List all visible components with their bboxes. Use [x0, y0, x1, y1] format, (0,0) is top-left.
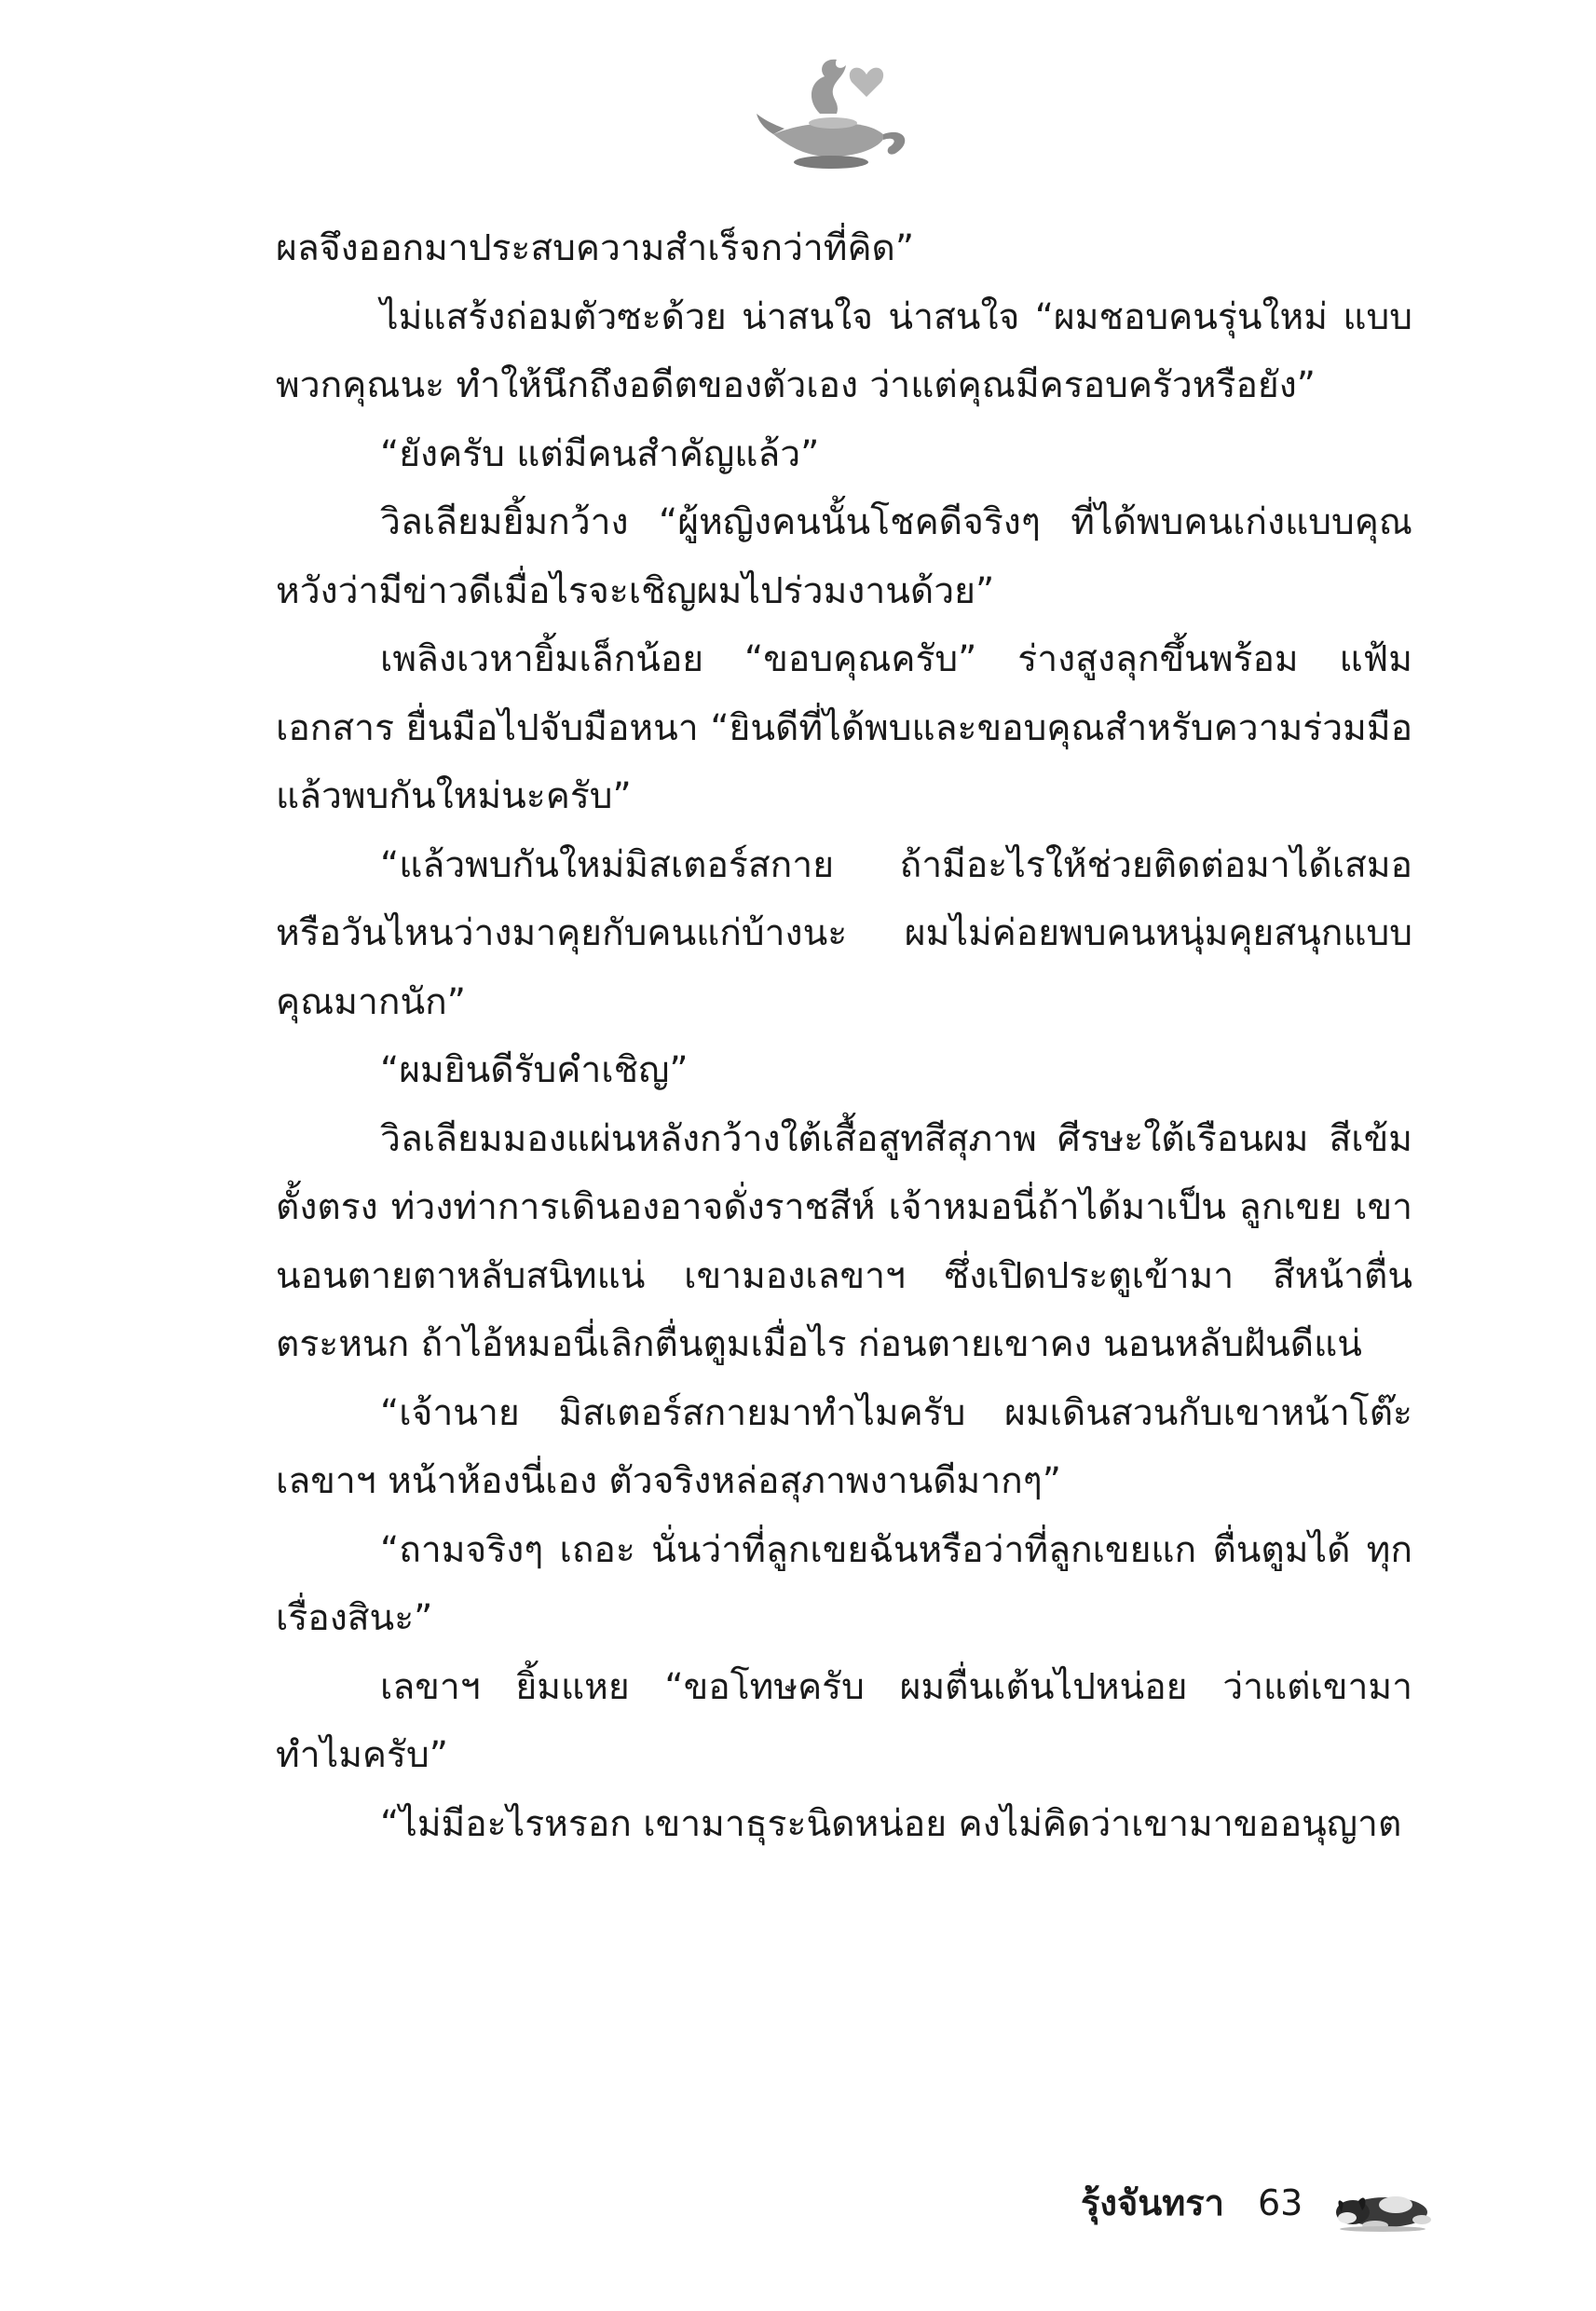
page-number: 63: [1258, 2182, 1303, 2223]
page-footer: [1062, 2171, 1453, 2246]
body-text: [276, 214, 1412, 1858]
paragraph: วิลเลียมยิ้มกว้าง “ผู้หญิงคนนั้นโชคดีจริงๆ ที่ได้พบคนเก่งแบบคุณ หวังว่ามีข่าวดีเมื่อไรจะเชิญผมไปร่วมงานด้วย”: [276, 501, 1412, 612]
paragraph: เพลิงเวหายิ้มเล็กน้อย “ขอบคุณครับ” ร่างสูงลุกขึ้นพร้อม แฟ้มเอกสาร ยื่นมือไปจับมือหนา “ยินดีที่ได้พบและขอบคุณสำหรับความร่วมมือ แล้วพบกันใหม่นะครับ”: [276, 638, 1412, 817]
paragraph: “ไม่มีอะไรหรอก เขามาธุระนิดหน่อย คงไม่คิดว่าเขามาขออนุญาต: [380, 1802, 1402, 1845]
paragraph: “เจ้านาย มิสเตอร์สกายมาทำไมครับ ผมเดินสวนกับเขาหน้าโต๊ะ เลขาฯ หน้าห้องนี่เอง ตัวจริงหล่อสุภาพงานดีมากๆ”: [276, 1391, 1412, 1502]
paragraph: ไม่แสร้งถ่อมตัวซะด้วย น่าสนใจ น่าสนใจ “ผมชอบคนรุ่นใหม่ แบบพวกคุณนะ ทำให้นึกถึงอดีตของตัวเอง ว่าแต่คุณมีครอบครัวหรือยัง”: [276, 295, 1412, 406]
paragraph: ผลจึงออกมาประสบความสำเร็จกว่าที่คิด”: [276, 227, 915, 269]
paragraph: “แล้วพบกันใหม่มิสเตอร์สกาย ถ้ามีอะไรให้ช่วยติดต่อมาได้เสมอ หรือวันไหนว่างมาคุยกับคนแก่บ้างนะ ผมไม่ค่อยพบคนหนุ่มคุยสนุกแบบคุณมากนัก”: [276, 843, 1412, 1023]
running-title: รุ้งจันทรา: [1081, 2181, 1225, 2223]
genie-lamp-icon: [755, 48, 918, 170]
sleeping-dog-icon: [1330, 2179, 1435, 2233]
paragraph: “ผมยินดีรับคำเชิญ”: [380, 1049, 689, 1091]
paragraph: เลขาฯ ยิ้มแหย “ขอโทษครับ ผมตื่นเต้นไปหน่อย ว่าแต่เขามา ทำไมครับ”: [276, 1665, 1412, 1776]
paragraph: “ถามจริงๆ เถอะ นั่นว่าที่ลูกเขยฉันหรือว่าที่ลูกเขยแก ตื่นตูมได้ ทุกเรื่องสินะ”: [276, 1528, 1412, 1639]
paragraph: วิลเลียมมองแผ่นหลังกว้างใต้เสื้อสูทสีสุภาพ ศีรษะใต้เรือนผม สีเข้มตั้งตรง ท่วงท่าการเดินองอาจดั่งราชสีห์ เจ้าหมอนี่ถ้าได้มาเป็น ลูกเขย เขานอนตายตาหลับสนิทแน่ เขามองเลขาฯ ซึ่งเปิดประตูเข้ามา สีหน้าตื่นตระหนก ถ้าไอ้หมอนี่เลิกตื่นตูมเมื่อไร ก่อนตายเขาคง นอนหลับฝันดีแน่: [276, 1117, 1412, 1365]
paragraph: “ยังครับ แต่มีคนสำคัญแล้ว”: [380, 432, 820, 475]
